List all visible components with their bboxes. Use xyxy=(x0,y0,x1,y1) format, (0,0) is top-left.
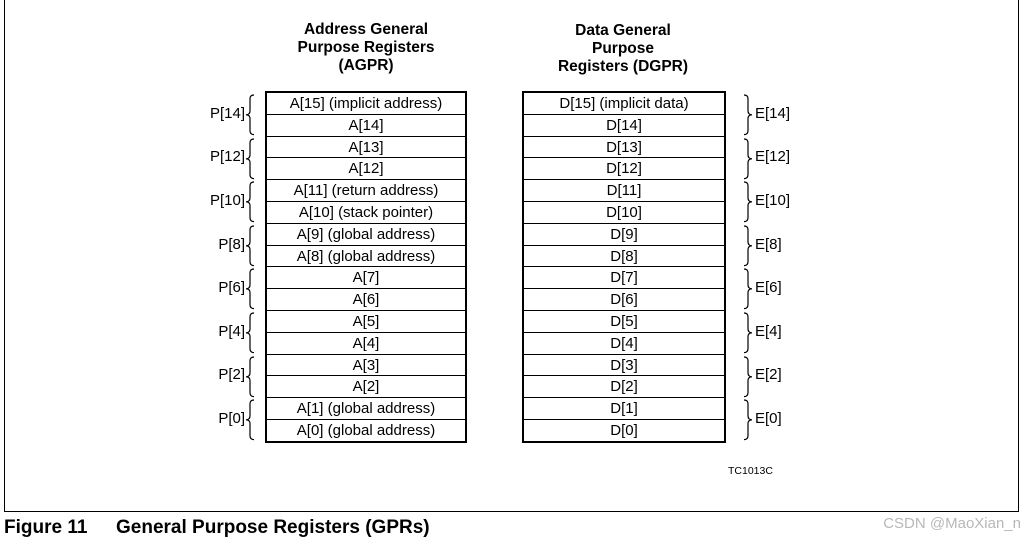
dgpr-register-cell: D[3] xyxy=(524,355,724,377)
dgpr-register-table xyxy=(522,91,726,443)
watermark: CSDN @MaoXian_n xyxy=(883,515,1021,532)
agpr-register-cell: A[6] xyxy=(267,289,465,311)
dgpr-register-cell: D[7] xyxy=(524,267,724,289)
agpr-heading-line: (AGPR) xyxy=(338,57,394,74)
dgpr-register-cell: D[10] xyxy=(524,202,724,224)
extended-pair-label: E[14] xyxy=(755,104,791,122)
left-brace-icon xyxy=(246,226,256,266)
left-brace-icon xyxy=(246,313,256,353)
extended-pair-label: E[8] xyxy=(755,235,782,253)
agpr-heading-line: Address General xyxy=(303,21,429,38)
right-brace-icon xyxy=(744,182,754,222)
left-brace-icon xyxy=(246,95,256,135)
dgpr-register-cell: D[12] xyxy=(524,158,724,180)
right-brace-icon xyxy=(744,269,754,309)
right-brace-icon xyxy=(744,95,754,135)
figure-number: Figure 11 xyxy=(4,517,88,538)
left-brace-icon xyxy=(246,400,256,440)
agpr-register-cell: A[7] xyxy=(267,267,465,289)
address-pair-label: P[10] xyxy=(209,192,245,209)
address-pair-label: P[12] xyxy=(209,148,245,166)
left-brace-icon xyxy=(246,182,256,222)
agpr-register-cell: A[5] xyxy=(267,311,465,333)
agpr-register-cell: A[12] xyxy=(267,158,465,180)
dgpr-heading-line: Purpose xyxy=(591,40,654,57)
dgpr-register-cell: D[2] xyxy=(524,376,724,398)
extended-pair-label: E[10] xyxy=(755,192,791,209)
agpr-heading xyxy=(266,21,466,75)
agpr-register-cell: A[9] (global address) xyxy=(267,224,465,246)
agpr-register-table xyxy=(265,91,467,443)
left-brace-icon xyxy=(246,269,256,309)
figure-title: General Purpose Registers (GPRs) xyxy=(116,517,430,538)
agpr-register-cell: A[4] xyxy=(267,333,465,355)
agpr-register-cell: A[3] xyxy=(267,355,465,377)
dgpr-heading xyxy=(523,22,723,76)
dgpr-register-cell: D[1] xyxy=(524,398,724,420)
dgpr-heading-line: Data General xyxy=(575,22,671,39)
agpr-register-cell: A[1] (global address) xyxy=(267,398,465,420)
dgpr-register-cell: D[8] xyxy=(524,246,724,268)
right-brace-icon xyxy=(744,400,754,440)
agpr-register-cell: A[0] (global address) xyxy=(296,421,436,439)
dgpr-register-cell: D[15] (implicit data) xyxy=(524,93,724,115)
dgpr-register-cell: D[4] xyxy=(524,333,724,355)
dgpr-register-cell: D[5] xyxy=(524,311,724,333)
extended-pair-label: E[12] xyxy=(755,148,791,166)
agpr-register-cell: A[13] xyxy=(267,137,465,159)
dgpr-register-cell: D[6] xyxy=(524,289,724,311)
address-pair-label: P[4] xyxy=(218,322,245,340)
dgpr-register-cell: D[14] xyxy=(524,115,724,137)
agpr-register-cell: A[10] (stack pointer) xyxy=(267,202,465,224)
right-brace-icon xyxy=(744,139,754,179)
address-pair-label: P[8] xyxy=(218,235,245,253)
agpr-register-cell: A[15] (implicit address) xyxy=(267,93,465,115)
agpr-register-cell: A[8] (global address) xyxy=(267,246,465,268)
agpr-register-cell: A[11] (return address) xyxy=(267,180,465,202)
dgpr-register-cell: D[11] xyxy=(524,180,724,202)
extended-pair-label: E[0] xyxy=(755,410,782,427)
right-brace-icon xyxy=(744,357,754,397)
agpr-register-cell: A[14] xyxy=(267,115,465,137)
dgpr-register-cell: D[9] xyxy=(524,224,724,246)
dgpr-register-cell: D[0] xyxy=(610,421,638,439)
extended-pair-label: E[4] xyxy=(755,322,782,340)
left-brace-icon xyxy=(246,139,256,179)
right-brace-icon xyxy=(744,226,754,266)
right-brace-icon xyxy=(744,313,754,353)
dgpr-register-cell: D[13] xyxy=(524,137,724,159)
agpr-register-cell: A[2] xyxy=(267,376,465,398)
figure-frame xyxy=(4,0,1019,512)
extended-pair-label: E[6] xyxy=(755,279,782,297)
agpr-heading-line: Purpose Registers xyxy=(297,39,435,56)
figure-caption xyxy=(4,516,430,540)
left-brace-icon xyxy=(246,357,256,397)
dgpr-heading-line: Registers (DGPR) xyxy=(557,58,689,75)
address-pair-label: P[0] xyxy=(218,410,245,427)
extended-pair-label: E[2] xyxy=(755,366,782,384)
address-pair-label: P[2] xyxy=(218,366,245,384)
address-pair-label: P[14] xyxy=(209,104,245,122)
address-pair-label: P[6] xyxy=(218,279,245,297)
figure-tag: TC1013C xyxy=(728,465,773,477)
